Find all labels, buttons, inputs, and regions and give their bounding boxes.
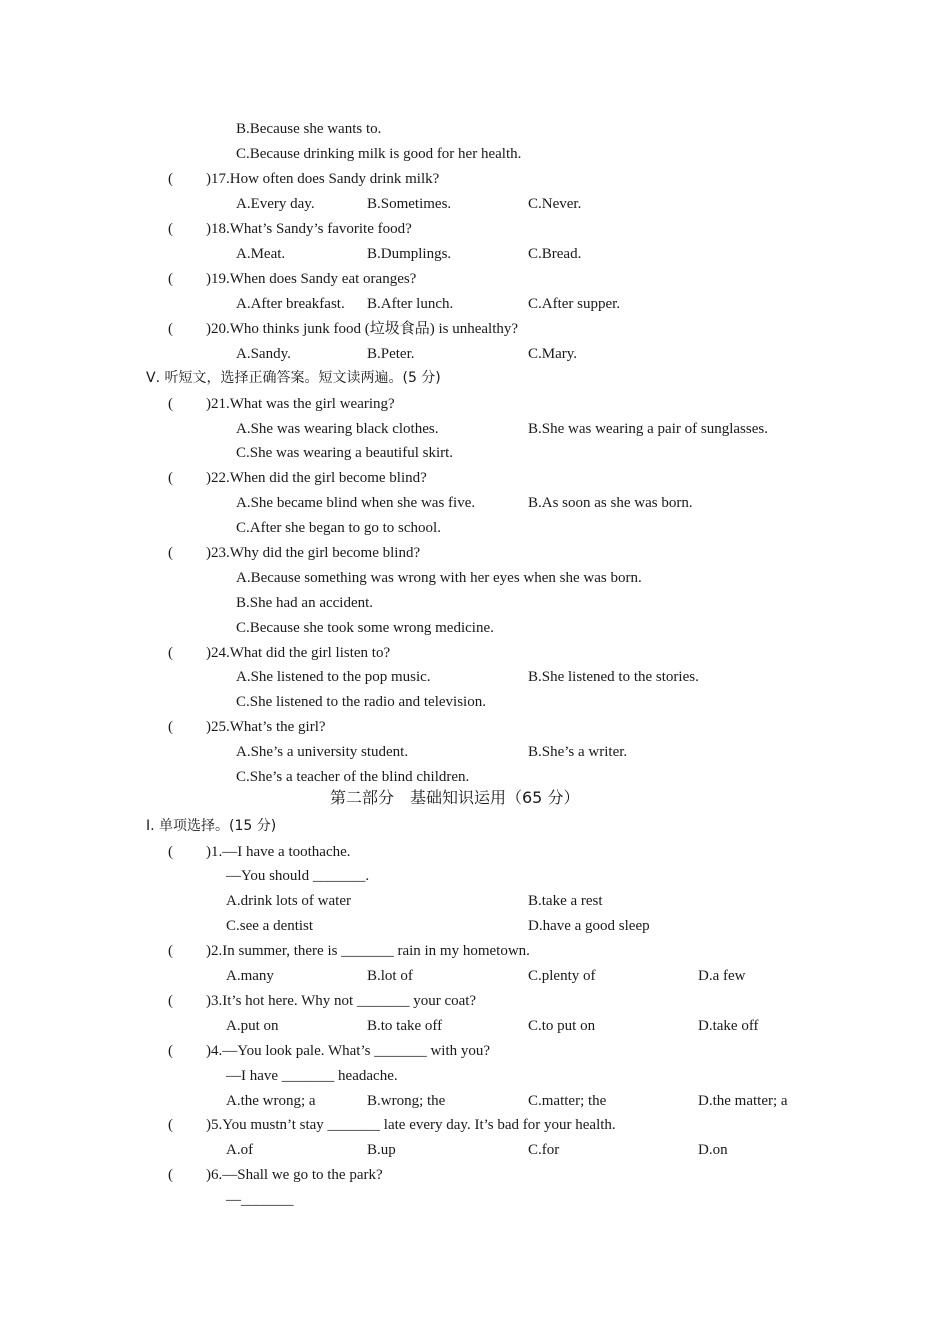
q18-stem: )18.What’s Sandy’s favorite food? [206, 221, 412, 237]
q18-option-c: C.Bread. [528, 246, 582, 262]
q23-option-a: A.Because something was wrong with her eyes when she was born. [236, 570, 642, 586]
s3-option-a: A.put on [226, 1018, 279, 1034]
s2-option-d: D.a few [698, 968, 746, 984]
answer-paren: ( [168, 171, 173, 187]
s1-option-b: B.take a rest [528, 893, 603, 909]
q21-option-c: C.She was wearing a beautiful skirt. [236, 445, 454, 461]
q22-stem: )22.When did the girl become blind? [206, 470, 427, 486]
q23-stem: )23.Why did the girl become blind? [206, 545, 421, 561]
q22-option-b: B.As soon as she was born. [528, 495, 693, 511]
s5-stem: )5.You mustn’t stay _______ late every day. It’s bad for your health. [206, 1117, 616, 1133]
s4-option-a: A.the wrong; a [226, 1093, 316, 1109]
s1-option-d: D.have a good sleep [528, 918, 650, 934]
q19-stem: )19.When does Sandy eat oranges? [206, 271, 417, 287]
answer-paren: ( [168, 993, 173, 1009]
s3-stem: )3.It’s hot here. Why not _______ your coat? [206, 993, 477, 1009]
q18-option-a: A.Meat. [236, 246, 286, 262]
section-i-heading: Ⅰ. 单项选择。(15 分) [146, 818, 277, 834]
q23-option-b: B.She had an accident. [236, 595, 374, 611]
q18-option-b: B.Dumplings. [367, 246, 452, 262]
q19-option-a: A.After breakfast. [236, 296, 345, 312]
s6-stem: )6.—Shall we go to the park? [206, 1167, 383, 1183]
q17-option-c: C.Never. [528, 196, 582, 212]
q16-option-b: B.Because she wants to. [236, 121, 382, 137]
q20-stem: )20.Who thinks junk food (垃圾食品) is unhealthy? [206, 321, 519, 337]
q19-option-b: B.After lunch. [367, 296, 454, 312]
s5-option-b: B.up [367, 1142, 396, 1158]
answer-paren: ( [168, 396, 173, 412]
section-v-heading: Ⅴ. 听短文，选择正确答案。短文读两遍。(5 分) [146, 370, 441, 386]
s4-option-b: B.wrong; the [367, 1093, 446, 1109]
answer-paren: ( [168, 645, 173, 661]
s2-option-b: B.lot of [367, 968, 413, 984]
s3-option-c: C.to put on [528, 1018, 596, 1034]
q20-option-a: A.Sandy. [236, 346, 291, 362]
answer-paren: ( [168, 470, 173, 486]
q23-option-c: C.Because she took some wrong medicine. [236, 620, 494, 636]
q21-stem: )21.What was the girl wearing? [206, 396, 395, 412]
answer-paren: ( [168, 545, 173, 561]
s3-option-b: B.to take off [367, 1018, 443, 1034]
q24-option-b: B.She listened to the stories. [528, 669, 699, 685]
q25-option-b: B.She’s a writer. [528, 744, 628, 760]
answer-paren: ( [168, 844, 173, 860]
answer-paren: ( [168, 1043, 173, 1059]
q16-option-c: C.Because drinking milk is good for her health. [236, 146, 522, 162]
s4-option-c: C.matter; the [528, 1093, 607, 1109]
q25-option-a: A.She’s a university student. [236, 744, 409, 760]
q21-option-b: B.She was wearing a pair of sunglasses. [528, 421, 768, 437]
s3-option-d: D.take off [698, 1018, 759, 1034]
q17-stem: )17.How often does Sandy drink milk? [206, 171, 440, 187]
s5-option-c: C.for [528, 1142, 560, 1158]
q24-option-c: C.She listened to the radio and television. [236, 694, 486, 710]
answer-paren: ( [168, 271, 173, 287]
s2-option-a: A.many [226, 968, 274, 984]
q22-option-c: C.After she began to go to school. [236, 520, 441, 536]
q24-option-a: A.She listened to the pop music. [236, 669, 431, 685]
answer-paren: ( [168, 1117, 173, 1133]
s4-stem: )4.—You look pale. What’s _______ with you? [206, 1043, 491, 1059]
s6-dialogue-2: —_______ [226, 1192, 294, 1208]
s1-option-c: C.see a dentist [226, 918, 314, 934]
q21-option-a: A.She was wearing black clothes. [236, 421, 439, 437]
s5-option-d: D.on [698, 1142, 728, 1158]
answer-paren: ( [168, 943, 173, 959]
q20-option-b: B.Peter. [367, 346, 415, 362]
s1-dialogue-2: —You should _______. [226, 868, 370, 884]
answer-paren: ( [168, 321, 173, 337]
s2-option-c: C.plenty of [528, 968, 596, 984]
q25-stem: )25.What’s the girl? [206, 719, 326, 735]
answer-paren: ( [168, 1167, 173, 1183]
q19-option-c: C.After supper. [528, 296, 621, 312]
s4-dialogue-2: —I have _______ headache. [226, 1068, 398, 1084]
s1-stem: )1.—I have a toothache. [206, 844, 351, 860]
part-2-heading: 第二部分 基础知识运用（65 分） [330, 788, 580, 807]
q22-option-a: A.She became blind when she was five. [236, 495, 476, 511]
s1-option-a: A.drink lots of water [226, 893, 351, 909]
answer-paren: ( [168, 221, 173, 237]
s5-option-a: A.of [226, 1142, 254, 1158]
s2-stem: )2.In summer, there is _______ rain in my hometown. [206, 943, 530, 959]
q17-option-b: B.Sometimes. [367, 196, 452, 212]
s4-option-d: D.the matter; a [698, 1093, 788, 1109]
q24-stem: )24.What did the girl listen to? [206, 645, 391, 661]
answer-paren: ( [168, 719, 173, 735]
q20-option-c: C.Mary. [528, 346, 578, 362]
q17-option-a: A.Every day. [236, 196, 315, 212]
q25-option-c: C.She’s a teacher of the blind children. [236, 769, 470, 785]
